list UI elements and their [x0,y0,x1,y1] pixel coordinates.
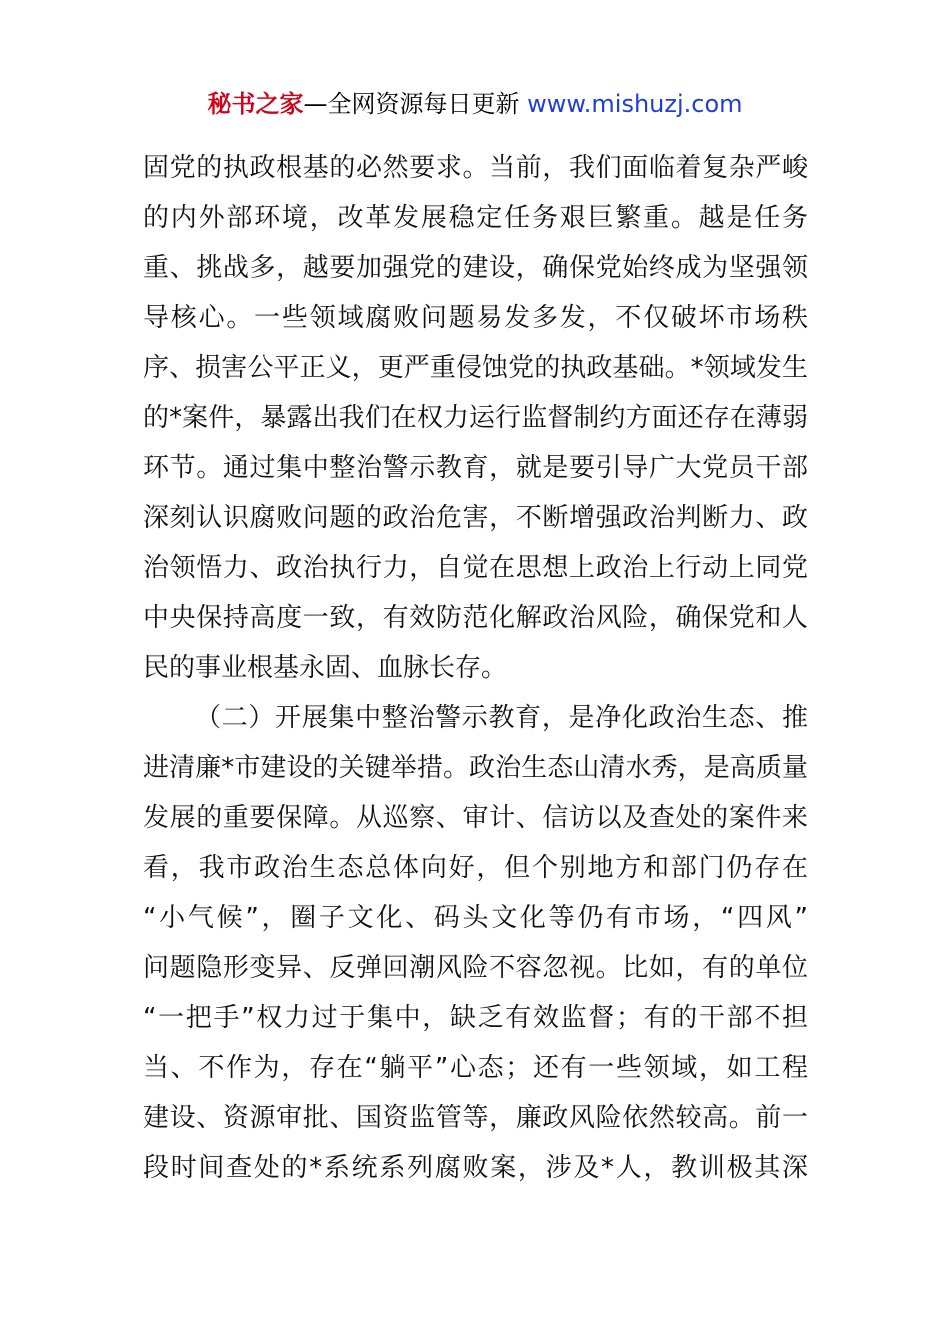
section-heading-line: （二）开展集中整治警示教育，是净化政治生态、推 [195,703,808,733]
text-line: 当、不作为，存在“躺平”心态；还有一些领域，如工程 [143,1053,808,1083]
text-line: 民的事业根基永固、血脉长存。 [143,653,508,683]
text-line: 环节。通过集中整治警示教育，就是要引导广大党员干部 [143,453,808,483]
text-line: 建设、资源审批、国资监管等，廉政风险依然较高。前一 [143,1103,808,1133]
text-line: “一把手”权力过于集中，缺乏有效监督；有的干部不担 [143,1003,808,1033]
text-line: 中央保持高度一致，有效防范化解政治风险，确保党和人 [143,603,808,633]
text-line: 序、损害公平正义，更严重侵蚀党的执政基础。*领域发生 [143,353,808,383]
text-line: 看，我市政治生态总体向好，但个别地方和部门仍存在 [143,853,808,883]
text-line: 治领悟力、政治执行力，自觉在思想上政治上行动上同党 [143,553,808,583]
text-line: 发展的重要保障。从巡察、审计、信访以及查处的案件来 [143,803,808,833]
text-line: “小气候”，圈子文化、码头文化等仍有市场，“四风” [143,903,808,933]
text-line: 固党的执政根基的必然要求。当前，我们面临着复杂严峻 [143,153,808,183]
text-line: 的内外部环境，改革发展稳定任务艰巨繁重。越是任务 [143,203,808,233]
text-line: 的*案件，暴露出我们在权力运行监督制约方面还存在薄弱 [143,403,808,433]
text-line: 深刻认识腐败问题的政治危害，不断增强政治判断力、政 [143,503,808,533]
text-line: 段时间查处的*系统系列腐败案，涉及*人，教训极其深 [143,1153,808,1183]
site-header [0,86,950,122]
text-line: 导核心。一些领域腐败问题易发多发，不仅破坏市场秩 [143,303,808,333]
text-line: 进清廉*市建设的关键举措。政治生态山清水秀，是高质量 [143,753,808,783]
text-line: 问题隐形变异、反弹回潮风险不容忽视。比如，有的单位 [143,953,808,983]
document-body [143,143,808,1193]
site-url-link[interactable]: www.mishuzj.com [527,90,743,118]
text-line: 重、挑战多，越要加强党的建设，确保党始终成为坚强领 [143,253,808,283]
header-tagline: —全网资源每日更新 [303,90,528,118]
brand-name: 秘书之家 [207,90,304,118]
